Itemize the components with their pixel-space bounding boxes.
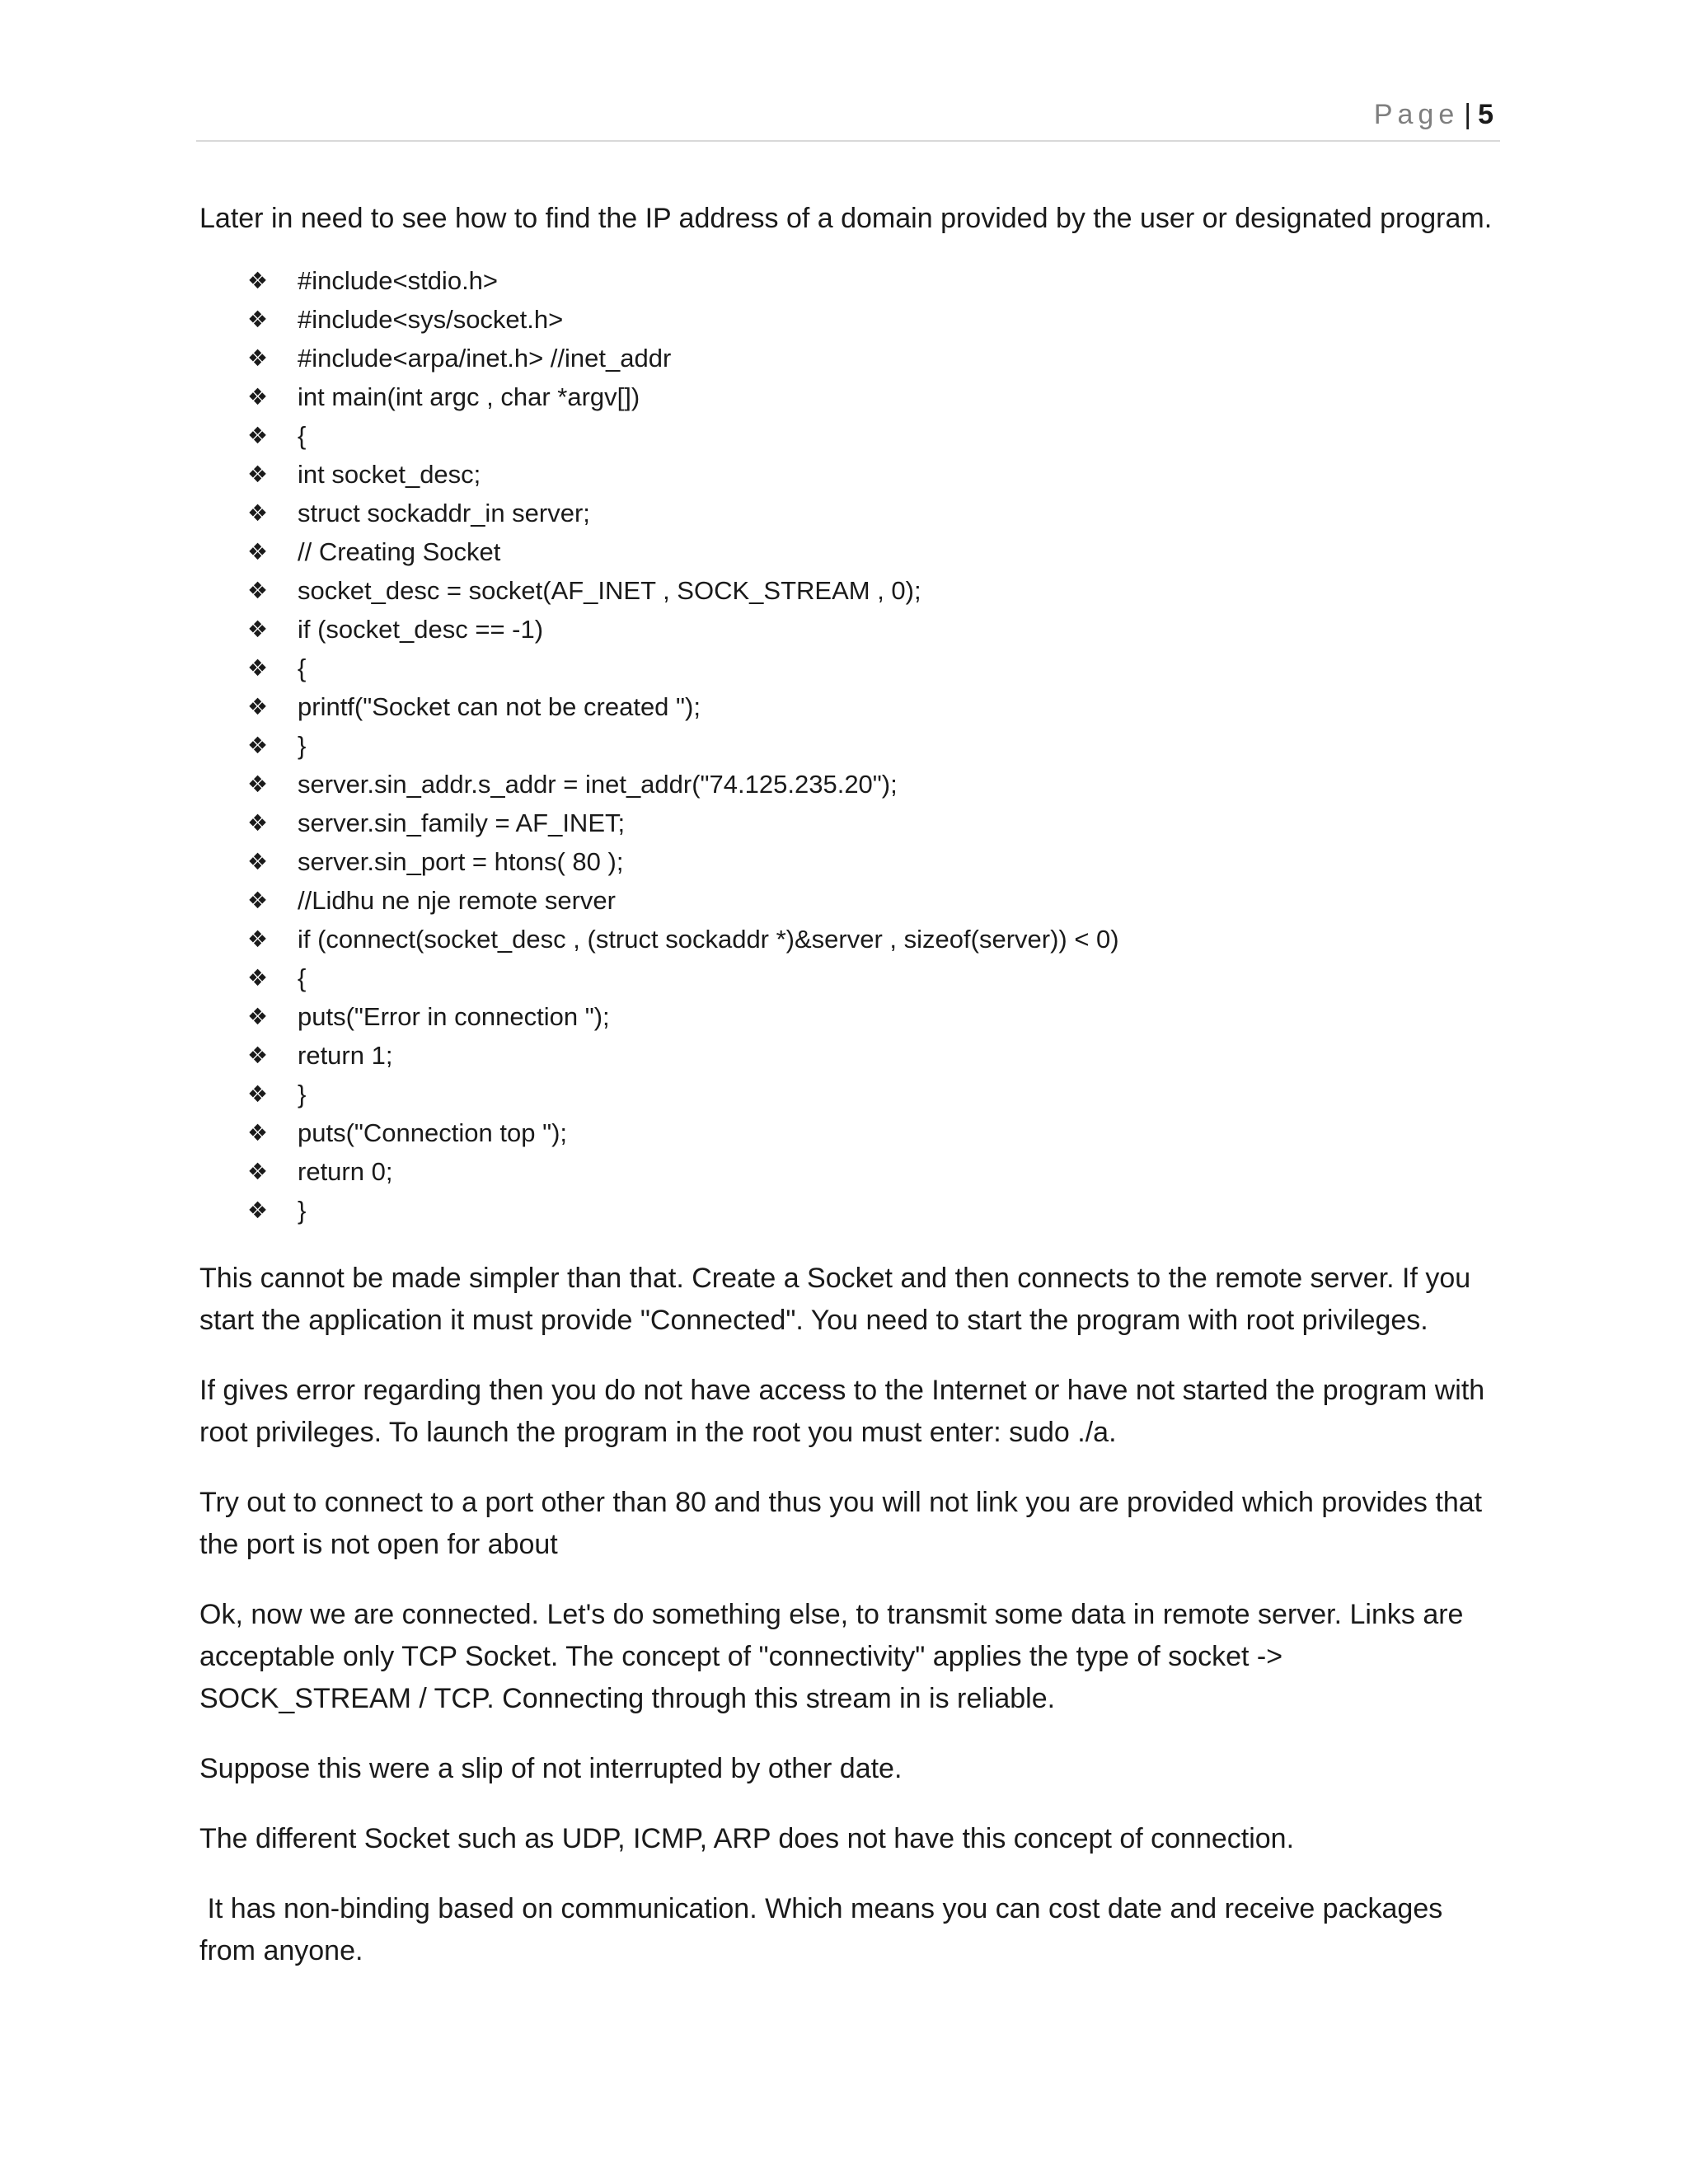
code-line-text: int main(int argc , char *argv[]) [298,382,640,411]
code-list-item [247,1191,1502,1230]
code-list-item [247,881,1502,920]
code-line-text: } [298,1196,307,1225]
code-line-text: return 1; [298,1041,393,1070]
code-line-text: server.sin_addr.s_addr = inet_addr("74.125.235.20"); [298,770,898,799]
code-list-item [247,571,1502,610]
body-paragraph: This cannot be made simpler than that. Create a Socket and then connects to the remote server. If you start the application it must provide "Connected". You need to start the program with root privileges. [199,1263,1479,1336]
body-paragraph: It has non-binding based on communication. Which means you can cost date and receive packages from anyone. [199,1893,1451,1966]
body-paragraph: Suppose this were a slip of not interrupted by other date. [199,1753,903,1784]
diamond-bullet-icon: ❖ [247,771,269,798]
diamond-bullet-icon: ❖ [247,887,269,914]
code-line-text: { [298,654,307,682]
page-number-label [1374,99,1493,131]
code-list-item [247,300,1502,339]
code-list-item [247,920,1502,958]
code-list-item [247,377,1502,416]
diamond-bullet-icon: ❖ [247,383,269,410]
diamond-bullet-icon: ❖ [247,1119,269,1146]
diamond-bullet-icon: ❖ [247,1042,269,1069]
diamond-bullet-icon: ❖ [247,693,269,720]
code-list-item [247,1152,1502,1191]
code-line-text: int socket_desc; [298,460,481,489]
code-list-item [247,726,1502,765]
code-list-item [247,649,1502,687]
diamond-bullet-icon: ❖ [247,1003,269,1030]
body-paragraph: The different Socket such as UDP, ICMP, ARP does not have this concept of connection. [199,1823,1295,1854]
code-list-item [247,687,1502,726]
page-header [196,97,1500,142]
code-list-item [247,765,1502,804]
page-separator: | [1464,99,1472,130]
code-line-text: #include<stdio.h> [298,266,499,295]
code-list-item [247,1113,1502,1152]
code-line-text: puts("Error in connection "); [298,1002,610,1031]
code-line-text: { [298,963,307,992]
code-line-text: server.sin_port = htons( 80 ); [298,847,624,876]
code-line-text: #include<sys/socket.h> [298,305,564,334]
code-line-text: printf("Socket can not be created "); [298,692,701,721]
code-line-text: { [298,421,307,450]
code-line-text: struct sockaddr_in server; [298,499,590,527]
code-list-item [247,842,1502,881]
diamond-bullet-icon: ❖ [247,1197,269,1224]
body-paragraph: If gives error regarding then you do not have access to the Internet or have not started the program with root privileges. To launch the program in the root you must enter: sudo ./a. [199,1375,1493,1448]
diamond-bullet-icon: ❖ [247,306,269,333]
code-list-item [247,494,1502,532]
code-list-item [247,1036,1502,1075]
diamond-bullet-icon: ❖ [247,926,269,953]
page-number: 5 [1478,99,1493,130]
diamond-bullet-icon: ❖ [247,1080,269,1108]
diamond-bullet-icon: ❖ [247,499,269,527]
code-list-item [247,958,1502,997]
code-list-item [247,339,1502,377]
diamond-bullet-icon: ❖ [247,732,269,759]
body-paragraph: Try out to connect to a port other than 80 and thus you will not link you are provided which provides that the port is not open for about [199,1487,1490,1560]
code-list-item [247,610,1502,649]
code-line-text: #include<arpa/inet.h> //inet_addr [298,344,672,373]
body-paragraph: Ok, now we are connected. Let's do something else, to transmit some data in remote server. Links are acceptable only TCP Socket. The concept of "connectivity" applies the type of socket -> SOCK_STREAM / TCP. Connecting through this stream in is reliable. [199,1599,1471,1714]
diamond-bullet-icon: ❖ [247,1158,269,1185]
page-content [199,198,1502,2000]
body-paragraphs [199,1258,1502,1972]
code-list-item [247,455,1502,494]
diamond-bullet-icon: ❖ [247,577,269,604]
code-line-text: } [298,731,307,760]
code-line-text: if (connect(socket_desc , (struct sockaddr *)&server , sizeof(server)) < 0) [298,925,1119,954]
code-list-item [247,261,1502,300]
code-line-text: puts("Connection top "); [298,1118,568,1147]
code-line-text: if (socket_desc == -1) [298,615,544,644]
code-line-text: } [298,1080,307,1108]
code-line-text: // Creating Socket [298,537,501,566]
diamond-bullet-icon: ❖ [247,422,269,449]
code-line-text: server.sin_family = AF_INET; [298,808,626,837]
code-list-item [247,804,1502,842]
diamond-bullet-icon: ❖ [247,538,269,565]
code-bullet-list [199,261,1502,1230]
diamond-bullet-icon: ❖ [247,461,269,488]
diamond-bullet-icon: ❖ [247,654,269,682]
diamond-bullet-icon: ❖ [247,809,269,837]
code-line-text: //Lidhu ne nje remote server [298,886,616,915]
diamond-bullet-icon: ❖ [247,964,269,991]
code-list-item [247,416,1502,455]
code-list-item [247,997,1502,1036]
diamond-bullet-icon: ❖ [247,344,269,372]
diamond-bullet-icon: ❖ [247,616,269,643]
diamond-bullet-icon: ❖ [247,267,269,294]
code-line-text: socket_desc = socket(AF_INET , SOCK_STREAM , 0); [298,576,921,605]
code-list-item [247,1075,1502,1113]
intro-paragraph: Later in need to see how to find the IP address of a domain provided by the user or designated program. [199,203,1493,234]
page-label: Page [1373,99,1460,130]
code-line-text: return 0; [298,1157,393,1186]
diamond-bullet-icon: ❖ [247,848,269,875]
code-list-item [247,532,1502,571]
